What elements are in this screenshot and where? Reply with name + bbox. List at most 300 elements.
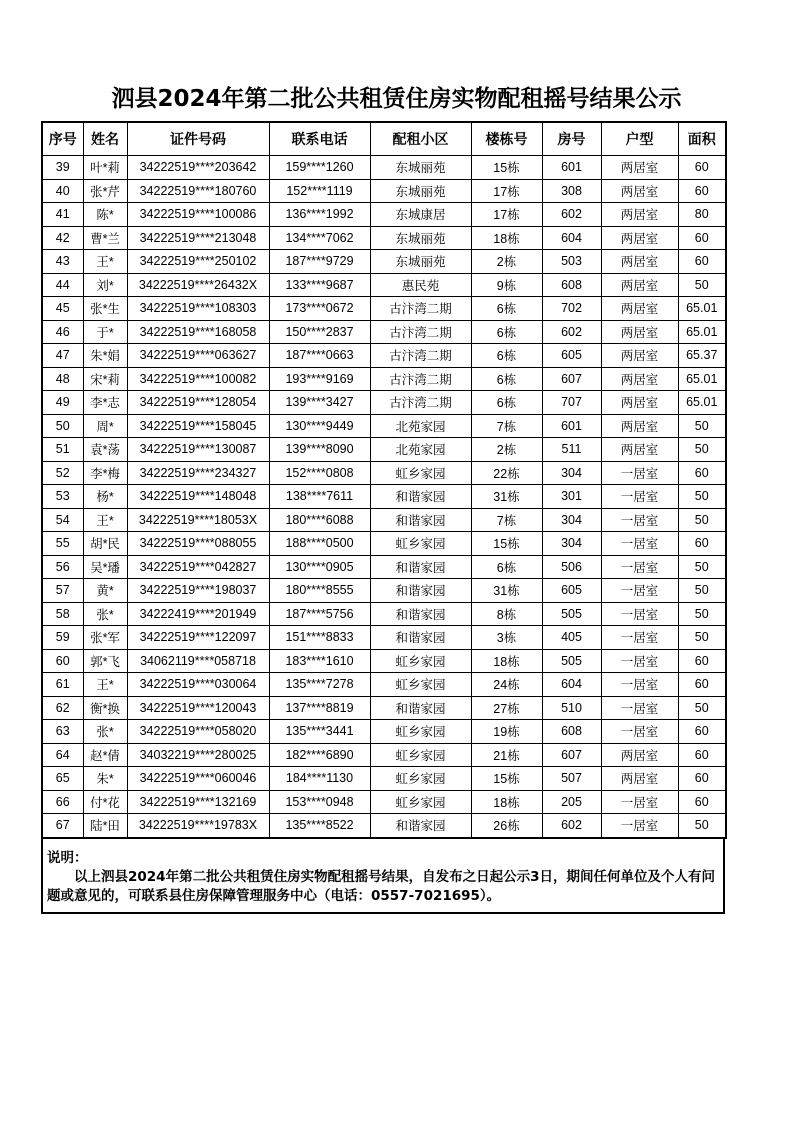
- cell-building: 18栋: [471, 649, 542, 673]
- table-row: [42, 320, 726, 344]
- cell-community: 虹乡家园: [370, 790, 471, 814]
- cell-id-number: 34222519****26432X: [127, 273, 269, 297]
- cell-name: 袁*荡: [83, 438, 127, 462]
- cell-id-number: 34222519****132169: [127, 790, 269, 814]
- cell-community: 古汴湾二期: [370, 297, 471, 321]
- cell-seq: 53: [42, 485, 83, 509]
- cell-area: 50: [678, 273, 726, 297]
- cell-community: 东城丽苑: [370, 179, 471, 203]
- cell-building: 7栋: [471, 414, 542, 438]
- cell-area: 50: [678, 438, 726, 462]
- cell-seq: 50: [42, 414, 83, 438]
- cell-id-number: 34222519****100082: [127, 367, 269, 391]
- cell-room: 304: [542, 508, 601, 532]
- cell-layout: 两居室: [601, 367, 678, 391]
- cell-area: 50: [678, 579, 726, 603]
- cell-layout: 两居室: [601, 767, 678, 791]
- cell-layout: 一居室: [601, 555, 678, 579]
- cell-area: 50: [678, 602, 726, 626]
- cell-layout: 两居室: [601, 273, 678, 297]
- cell-layout: 一居室: [601, 602, 678, 626]
- cell-id-number: 34222519****234327: [127, 461, 269, 485]
- cell-seq: 49: [42, 391, 83, 415]
- cell-id-number: 34222519****100086: [127, 203, 269, 227]
- cell-name: 付*花: [83, 790, 127, 814]
- cell-seq: 60: [42, 649, 83, 673]
- cell-phone: 184****1130: [269, 767, 370, 791]
- column-header-id-number: 证件号码: [127, 122, 269, 156]
- cell-room: 301: [542, 485, 601, 509]
- cell-seq: 47: [42, 344, 83, 368]
- cell-community: 和谐家园: [370, 626, 471, 650]
- table-row: [42, 743, 726, 767]
- cell-room: 602: [542, 814, 601, 838]
- cell-id-number: 34222519****030064: [127, 673, 269, 697]
- cell-seq: 40: [42, 179, 83, 203]
- cell-phone: 187****5756: [269, 602, 370, 626]
- cell-layout: 两居室: [601, 743, 678, 767]
- cell-area: 60: [678, 673, 726, 697]
- cell-room: 308: [542, 179, 601, 203]
- cell-layout: 一居室: [601, 696, 678, 720]
- cell-area: 50: [678, 485, 726, 509]
- cell-room: 605: [542, 344, 601, 368]
- cell-id-number: 34222519****168058: [127, 320, 269, 344]
- cell-area: 50: [678, 555, 726, 579]
- cell-id-number: 34222519****19783X: [127, 814, 269, 838]
- cell-community: 古汴湾二期: [370, 344, 471, 368]
- cell-area: 50: [678, 626, 726, 650]
- cell-phone: 134****7062: [269, 226, 370, 250]
- cell-community: 东城康居: [370, 203, 471, 227]
- cell-building: 6栋: [471, 555, 542, 579]
- cell-community: 东城丽苑: [370, 226, 471, 250]
- cell-phone: 187****0663: [269, 344, 370, 368]
- cell-phone: 135****3441: [269, 720, 370, 744]
- cell-building: 26栋: [471, 814, 542, 838]
- cell-name: 朱*娟: [83, 344, 127, 368]
- cell-seq: 44: [42, 273, 83, 297]
- cell-area: 60: [678, 226, 726, 250]
- cell-phone: 139****3427: [269, 391, 370, 415]
- cell-seq: 48: [42, 367, 83, 391]
- cell-building: 24栋: [471, 673, 542, 697]
- cell-area: 65.01: [678, 391, 726, 415]
- table-row: [42, 203, 726, 227]
- cell-area: 50: [678, 696, 726, 720]
- table-body: [42, 156, 726, 838]
- table-row: [42, 226, 726, 250]
- cell-area: 60: [678, 156, 726, 180]
- cell-id-number: 34032219****280025: [127, 743, 269, 767]
- cell-phone: 173****0672: [269, 297, 370, 321]
- cell-seq: 64: [42, 743, 83, 767]
- cell-area: 65.37: [678, 344, 726, 368]
- cell-area: 60: [678, 250, 726, 274]
- cell-area: 60: [678, 461, 726, 485]
- cell-area: 50: [678, 508, 726, 532]
- cell-layout: 一居室: [601, 461, 678, 485]
- cell-building: 17栋: [471, 203, 542, 227]
- table-row: [42, 438, 726, 462]
- results-sheet: [41, 121, 725, 914]
- cell-building: 2栋: [471, 438, 542, 462]
- table-row: [42, 814, 726, 838]
- cell-layout: 一居室: [601, 485, 678, 509]
- cell-area: 60: [678, 649, 726, 673]
- cell-id-number: 34222519****18053X: [127, 508, 269, 532]
- cell-community: 虹乡家园: [370, 767, 471, 791]
- header-row: [42, 122, 726, 156]
- cell-phone: 150****2837: [269, 320, 370, 344]
- cell-id-number: 34062119****058718: [127, 649, 269, 673]
- cell-room: 608: [542, 720, 601, 744]
- cell-seq: 65: [42, 767, 83, 791]
- cell-layout: 一居室: [601, 814, 678, 838]
- cell-name: 张*芹: [83, 179, 127, 203]
- cell-name: 胡*民: [83, 532, 127, 556]
- table-row: [42, 156, 726, 180]
- cell-name: 周*: [83, 414, 127, 438]
- cell-id-number: 34222519****128054: [127, 391, 269, 415]
- cell-layout: 一居室: [601, 508, 678, 532]
- cell-seq: 66: [42, 790, 83, 814]
- cell-phone: 180****6088: [269, 508, 370, 532]
- cell-name: 于*: [83, 320, 127, 344]
- table-row: [42, 461, 726, 485]
- cell-phone: 180****8555: [269, 579, 370, 603]
- cell-id-number: 34222519****088055: [127, 532, 269, 556]
- table-row: [42, 414, 726, 438]
- cell-building: 31栋: [471, 485, 542, 509]
- cell-seq: 41: [42, 203, 83, 227]
- cell-layout: 一居室: [601, 790, 678, 814]
- table-row: [42, 367, 726, 391]
- cell-phone: 130****0905: [269, 555, 370, 579]
- cell-community: 虹乡家园: [370, 743, 471, 767]
- cell-room: 511: [542, 438, 601, 462]
- cell-area: 60: [678, 767, 726, 791]
- column-header-layout: 户型: [601, 122, 678, 156]
- cell-name: 李*梅: [83, 461, 127, 485]
- cell-seq: 52: [42, 461, 83, 485]
- column-header-building: 楼栋号: [471, 122, 542, 156]
- cell-building: 15栋: [471, 156, 542, 180]
- cell-community: 古汴湾二期: [370, 367, 471, 391]
- table-row: [42, 297, 726, 321]
- cell-area: 65.01: [678, 367, 726, 391]
- cell-layout: 两居室: [601, 297, 678, 321]
- cell-name: 宋*莉: [83, 367, 127, 391]
- cell-building: 18栋: [471, 790, 542, 814]
- cell-room: 602: [542, 320, 601, 344]
- cell-id-number: 34222519****058020: [127, 720, 269, 744]
- cell-seq: 55: [42, 532, 83, 556]
- cell-room: 601: [542, 414, 601, 438]
- cell-name: 刘*: [83, 273, 127, 297]
- cell-seq: 63: [42, 720, 83, 744]
- cell-building: 3栋: [471, 626, 542, 650]
- cell-name: 李*志: [83, 391, 127, 415]
- cell-building: 6栋: [471, 320, 542, 344]
- cell-area: 60: [678, 179, 726, 203]
- table-row: [42, 250, 726, 274]
- table-row: [42, 485, 726, 509]
- cell-layout: 一居室: [601, 579, 678, 603]
- cell-community: 北苑家园: [370, 438, 471, 462]
- cell-room: 702: [542, 297, 601, 321]
- cell-phone: 151****8833: [269, 626, 370, 650]
- cell-community: 虹乡家园: [370, 461, 471, 485]
- cell-room: 205: [542, 790, 601, 814]
- cell-phone: 135****8522: [269, 814, 370, 838]
- cell-phone: 133****9687: [269, 273, 370, 297]
- cell-layout: 两居室: [601, 250, 678, 274]
- table-row: [42, 555, 726, 579]
- cell-building: 27栋: [471, 696, 542, 720]
- cell-room: 601: [542, 156, 601, 180]
- cell-id-number: 34222519****158045: [127, 414, 269, 438]
- cell-name: 王*: [83, 673, 127, 697]
- cell-name: 陆*田: [83, 814, 127, 838]
- cell-layout: 两居室: [601, 438, 678, 462]
- cell-area: 65.01: [678, 320, 726, 344]
- cell-layout: 两居室: [601, 344, 678, 368]
- cell-layout: 一居室: [601, 673, 678, 697]
- cell-layout: 一居室: [601, 720, 678, 744]
- table-row: [42, 508, 726, 532]
- cell-seq: 39: [42, 156, 83, 180]
- cell-area: 60: [678, 720, 726, 744]
- cell-name: 张*军: [83, 626, 127, 650]
- cell-seq: 46: [42, 320, 83, 344]
- cell-name: 张*生: [83, 297, 127, 321]
- table-row: [42, 790, 726, 814]
- cell-seq: 57: [42, 579, 83, 603]
- cell-seq: 45: [42, 297, 83, 321]
- cell-room: 506: [542, 555, 601, 579]
- table-row: [42, 273, 726, 297]
- cell-building: 15栋: [471, 532, 542, 556]
- cell-room: 602: [542, 203, 601, 227]
- table-row: [42, 767, 726, 791]
- cell-name: 吴*璠: [83, 555, 127, 579]
- cell-id-number: 34222419****201949: [127, 602, 269, 626]
- cell-room: 607: [542, 743, 601, 767]
- cell-id-number: 34222519****130087: [127, 438, 269, 462]
- table-row: [42, 344, 726, 368]
- cell-community: 和谐家园: [370, 485, 471, 509]
- cell-building: 8栋: [471, 602, 542, 626]
- cell-room: 304: [542, 532, 601, 556]
- cell-building: 2栋: [471, 250, 542, 274]
- cell-layout: 一居室: [601, 532, 678, 556]
- cell-phone: 152****1119: [269, 179, 370, 203]
- cell-phone: 187****9729: [269, 250, 370, 274]
- cell-room: 604: [542, 673, 601, 697]
- cell-room: 605: [542, 579, 601, 603]
- column-header-area: 面积: [678, 122, 726, 156]
- cell-community: 虹乡家园: [370, 720, 471, 744]
- table-row: [42, 179, 726, 203]
- cell-seq: 56: [42, 555, 83, 579]
- cell-id-number: 34222519****108303: [127, 297, 269, 321]
- cell-id-number: 34222519****042827: [127, 555, 269, 579]
- cell-name: 郭*飞: [83, 649, 127, 673]
- cell-name: 叶*莉: [83, 156, 127, 180]
- cell-id-number: 34222519****122097: [127, 626, 269, 650]
- cell-community: 虹乡家园: [370, 532, 471, 556]
- cell-building: 9栋: [471, 273, 542, 297]
- cell-building: 6栋: [471, 344, 542, 368]
- cell-community: 古汴湾二期: [370, 391, 471, 415]
- cell-area: 65.01: [678, 297, 726, 321]
- cell-phone: 183****1610: [269, 649, 370, 673]
- cell-id-number: 34222519****063627: [127, 344, 269, 368]
- cell-phone: 139****8090: [269, 438, 370, 462]
- cell-community: 和谐家园: [370, 602, 471, 626]
- cell-community: 东城丽苑: [370, 156, 471, 180]
- cell-name: 衡*换: [83, 696, 127, 720]
- cell-phone: 182****6890: [269, 743, 370, 767]
- cell-room: 304: [542, 461, 601, 485]
- column-header-community: 配租小区: [370, 122, 471, 156]
- cell-seq: 51: [42, 438, 83, 462]
- cell-name: 曹*兰: [83, 226, 127, 250]
- cell-area: 50: [678, 814, 726, 838]
- cell-community: 和谐家园: [370, 508, 471, 532]
- table-row: [42, 673, 726, 697]
- cell-community: 虹乡家园: [370, 673, 471, 697]
- cell-layout: 两居室: [601, 203, 678, 227]
- cell-name: 张*: [83, 720, 127, 744]
- cell-id-number: 34222519****148048: [127, 485, 269, 509]
- cell-phone: 159****1260: [269, 156, 370, 180]
- cell-seq: 61: [42, 673, 83, 697]
- column-header-phone: 联系电话: [269, 122, 370, 156]
- cell-name: 王*: [83, 508, 127, 532]
- cell-building: 19栋: [471, 720, 542, 744]
- column-header-room: 房号: [542, 122, 601, 156]
- cell-community: 东城丽苑: [370, 250, 471, 274]
- cell-name: 王*: [83, 250, 127, 274]
- cell-community: 和谐家园: [370, 814, 471, 838]
- column-header-name: 姓名: [83, 122, 127, 156]
- cell-room: 503: [542, 250, 601, 274]
- cell-layout: 两居室: [601, 156, 678, 180]
- cell-layout: 两居室: [601, 179, 678, 203]
- cell-name: 朱*: [83, 767, 127, 791]
- cell-area: 80: [678, 203, 726, 227]
- cell-phone: 137****8819: [269, 696, 370, 720]
- cell-id-number: 34222519****180760: [127, 179, 269, 203]
- cell-id-number: 34222519****250102: [127, 250, 269, 274]
- cell-community: 古汴湾二期: [370, 320, 471, 344]
- page-title: 泗县2024年第二批公共租赁住房实物配租摇号结果公示: [111, 86, 682, 112]
- table-row: [42, 720, 726, 744]
- cell-room: 505: [542, 602, 601, 626]
- cell-community: 北苑家园: [370, 414, 471, 438]
- cell-community: 和谐家园: [370, 555, 471, 579]
- cell-phone: 136****1992: [269, 203, 370, 227]
- cell-layout: 一居室: [601, 649, 678, 673]
- cell-name: 陈*: [83, 203, 127, 227]
- cell-seq: 58: [42, 602, 83, 626]
- table-row: [42, 649, 726, 673]
- cell-phone: 130****9449: [269, 414, 370, 438]
- cell-room: 607: [542, 367, 601, 391]
- cell-layout: 两居室: [601, 320, 678, 344]
- cell-room: 405: [542, 626, 601, 650]
- cell-building: 6栋: [471, 297, 542, 321]
- cell-id-number: 34222519****203642: [127, 156, 269, 180]
- cell-building: 22栋: [471, 461, 542, 485]
- table-row: [42, 626, 726, 650]
- cell-phone: 153****0948: [269, 790, 370, 814]
- table-row: [42, 532, 726, 556]
- cell-building: 6栋: [471, 367, 542, 391]
- cell-seq: 59: [42, 626, 83, 650]
- cell-name: 黄*: [83, 579, 127, 603]
- cell-area: 60: [678, 743, 726, 767]
- cell-layout: 一居室: [601, 626, 678, 650]
- cell-building: 18栋: [471, 226, 542, 250]
- cell-name: 张*: [83, 602, 127, 626]
- cell-building: 7栋: [471, 508, 542, 532]
- cell-seq: 42: [42, 226, 83, 250]
- cell-name: 杨*: [83, 485, 127, 509]
- cell-room: 505: [542, 649, 601, 673]
- cell-area: 60: [678, 532, 726, 556]
- cell-building: 6栋: [471, 391, 542, 415]
- cell-layout: 两居室: [601, 226, 678, 250]
- column-header-seq: 序号: [42, 122, 83, 156]
- cell-id-number: 34222519****213048: [127, 226, 269, 250]
- cell-community: 和谐家园: [370, 579, 471, 603]
- cell-room: 604: [542, 226, 601, 250]
- cell-community: 和谐家园: [370, 696, 471, 720]
- cell-phone: 152****0808: [269, 461, 370, 485]
- cell-area: 60: [678, 790, 726, 814]
- cell-seq: 54: [42, 508, 83, 532]
- cell-seq: 62: [42, 696, 83, 720]
- cell-phone: 138****7611: [269, 485, 370, 509]
- cell-building: 31栋: [471, 579, 542, 603]
- cell-id-number: 34222519****120043: [127, 696, 269, 720]
- cell-phone: 188****0500: [269, 532, 370, 556]
- notes-text: 以上泗县2024年第二批公共租赁住房实物配租摇号结果，自发布之日起公示3日，期间任何单位及个人有问题或意见的，可联系县住房保障管理服务中心（电话：0557-7021695）。: [47, 868, 715, 904]
- notes-box: [41, 839, 725, 914]
- table-row: [42, 391, 726, 415]
- cell-layout: 两居室: [601, 391, 678, 415]
- notes-heading: 说明：: [47, 849, 88, 866]
- cell-building: 17栋: [471, 179, 542, 203]
- cell-room: 510: [542, 696, 601, 720]
- cell-room: 507: [542, 767, 601, 791]
- cell-phone: 193****9169: [269, 367, 370, 391]
- cell-building: 15栋: [471, 767, 542, 791]
- cell-id-number: 34222519****198037: [127, 579, 269, 603]
- cell-area: 50: [678, 414, 726, 438]
- cell-room: 608: [542, 273, 601, 297]
- table-row: [42, 602, 726, 626]
- cell-id-number: 34222519****060046: [127, 767, 269, 791]
- cell-name: 赵*倩: [83, 743, 127, 767]
- table-row: [42, 696, 726, 720]
- cell-seq: 43: [42, 250, 83, 274]
- cell-layout: 两居室: [601, 414, 678, 438]
- cell-seq: 67: [42, 814, 83, 838]
